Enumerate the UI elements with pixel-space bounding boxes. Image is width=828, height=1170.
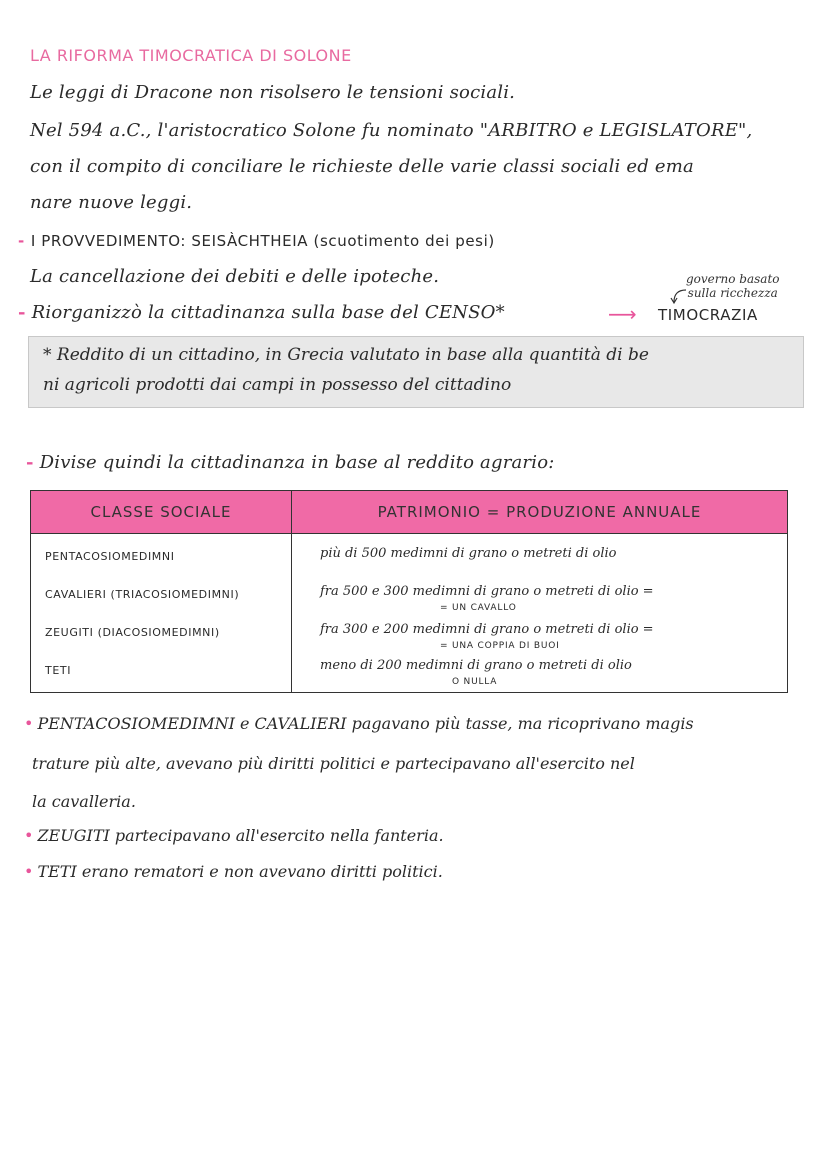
provvedimento-text: La cancellazione dei debiti e delle ipoteche. bbox=[30, 266, 440, 287]
patrimonio-cell: più di 500 medimni di grano o metreti di olio bbox=[320, 546, 617, 561]
classe-column bbox=[31, 534, 292, 693]
patrimonio-extra: = UNA COPPIA DI BUOI bbox=[440, 641, 560, 651]
table-header-classe: CLASSE SOCIALE bbox=[31, 491, 292, 534]
dash-marker: - bbox=[26, 452, 34, 473]
bullet-item bbox=[24, 862, 443, 881]
patrimonio-extra: O NULLA bbox=[452, 677, 498, 687]
annotation-line: sulla ricchezza bbox=[687, 286, 778, 300]
riorganizzo-text: Riorganizzò la cittadinanza sulla base del CENSO* bbox=[31, 302, 505, 323]
curved-arrow-icon bbox=[668, 286, 690, 306]
bullet-continuation: la cavalleria. bbox=[32, 792, 136, 811]
divise-text: Divise quindi la cittadinanza in base al reddito agrario: bbox=[39, 452, 555, 473]
timocrazia-label: TIMOCRAZIA bbox=[658, 306, 758, 324]
paragraph-line: Nel 594 a.C., l'aristocratico Solone fu nominato "ARBITRO e LEGISLATORE", bbox=[30, 120, 753, 141]
provvedimento-label: I PROVVEDIMENTO: SEISÀCHTHEIA (scuotimento dei pesi) bbox=[30, 232, 495, 250]
classe-cell: PENTACOSIOMEDIMNI bbox=[45, 550, 175, 563]
page-title: LA RIFORMA TIMOCRATICA DI SOLONE bbox=[30, 46, 352, 65]
bullet-text: PENTACOSIOMEDIMNI e CAVALIERI pagavano più tasse, ma ricoprivano magis bbox=[37, 714, 694, 733]
note-line: ni agricoli prodotti dai campi in possesso del cittadino bbox=[43, 375, 512, 395]
bullet-text: ZEUGITI partecipavano all'esercito nella fanteria. bbox=[37, 826, 444, 845]
bullet-text: TETI erano rematori e non avevano diritti politici. bbox=[37, 862, 443, 881]
patrimonio-cell: meno di 200 medimni di grano o metreti di olio bbox=[320, 658, 632, 673]
patrimonio-extra: = UN CAVALLO bbox=[440, 603, 517, 613]
bullet-dot-icon: • bbox=[24, 826, 34, 845]
bullet-dot-icon: • bbox=[24, 714, 34, 733]
patrimonio-cell: fra 500 e 300 medimni di grano o metreti di olio = bbox=[320, 584, 654, 599]
social-classes-table bbox=[30, 490, 788, 693]
note-line: * Reddito di un cittadino, in Grecia valutato in base alla quantità di be bbox=[43, 345, 649, 365]
paragraph-line: Le leggi di Dracone non risolsero le tensioni sociali. bbox=[30, 82, 516, 103]
provvedimento-heading bbox=[18, 232, 495, 250]
arrow-right-icon: ⟶ bbox=[608, 302, 637, 326]
dash-marker: - bbox=[18, 302, 26, 323]
paragraph-line: con il compito di conciliare le richieste delle varie classi sociali ed ema bbox=[30, 156, 694, 177]
classe-cell: TETI bbox=[45, 664, 72, 677]
bullet-item bbox=[24, 714, 694, 733]
bullet-item bbox=[24, 826, 444, 845]
divise-line bbox=[26, 452, 555, 473]
bullet-continuation: trature più alte, avevano più diritti politici e partecipavano all'esercito nel bbox=[32, 754, 635, 773]
patrimonio-cell: fra 300 e 200 medimni di grano o metreti di olio = bbox=[320, 622, 654, 637]
timocrazia-annotation bbox=[686, 272, 780, 300]
annotation-line: governo basato bbox=[686, 272, 780, 286]
bullet-dot-icon: • bbox=[24, 862, 34, 881]
dash-marker: - bbox=[18, 232, 25, 250]
paragraph-line: nare nuove leggi. bbox=[30, 192, 193, 213]
riorganizzo-line bbox=[18, 302, 505, 323]
classe-cell: ZEUGITI (DIACOSIOMEDIMNI) bbox=[45, 626, 220, 639]
censo-note-box bbox=[28, 336, 804, 408]
classe-cell: CAVALIERI (TRIACOSIOMEDIMNI) bbox=[45, 588, 240, 601]
table-header-patrimonio: PATRIMONIO = PRODUZIONE ANNUALE bbox=[292, 491, 788, 534]
patrimonio-column bbox=[292, 534, 788, 693]
